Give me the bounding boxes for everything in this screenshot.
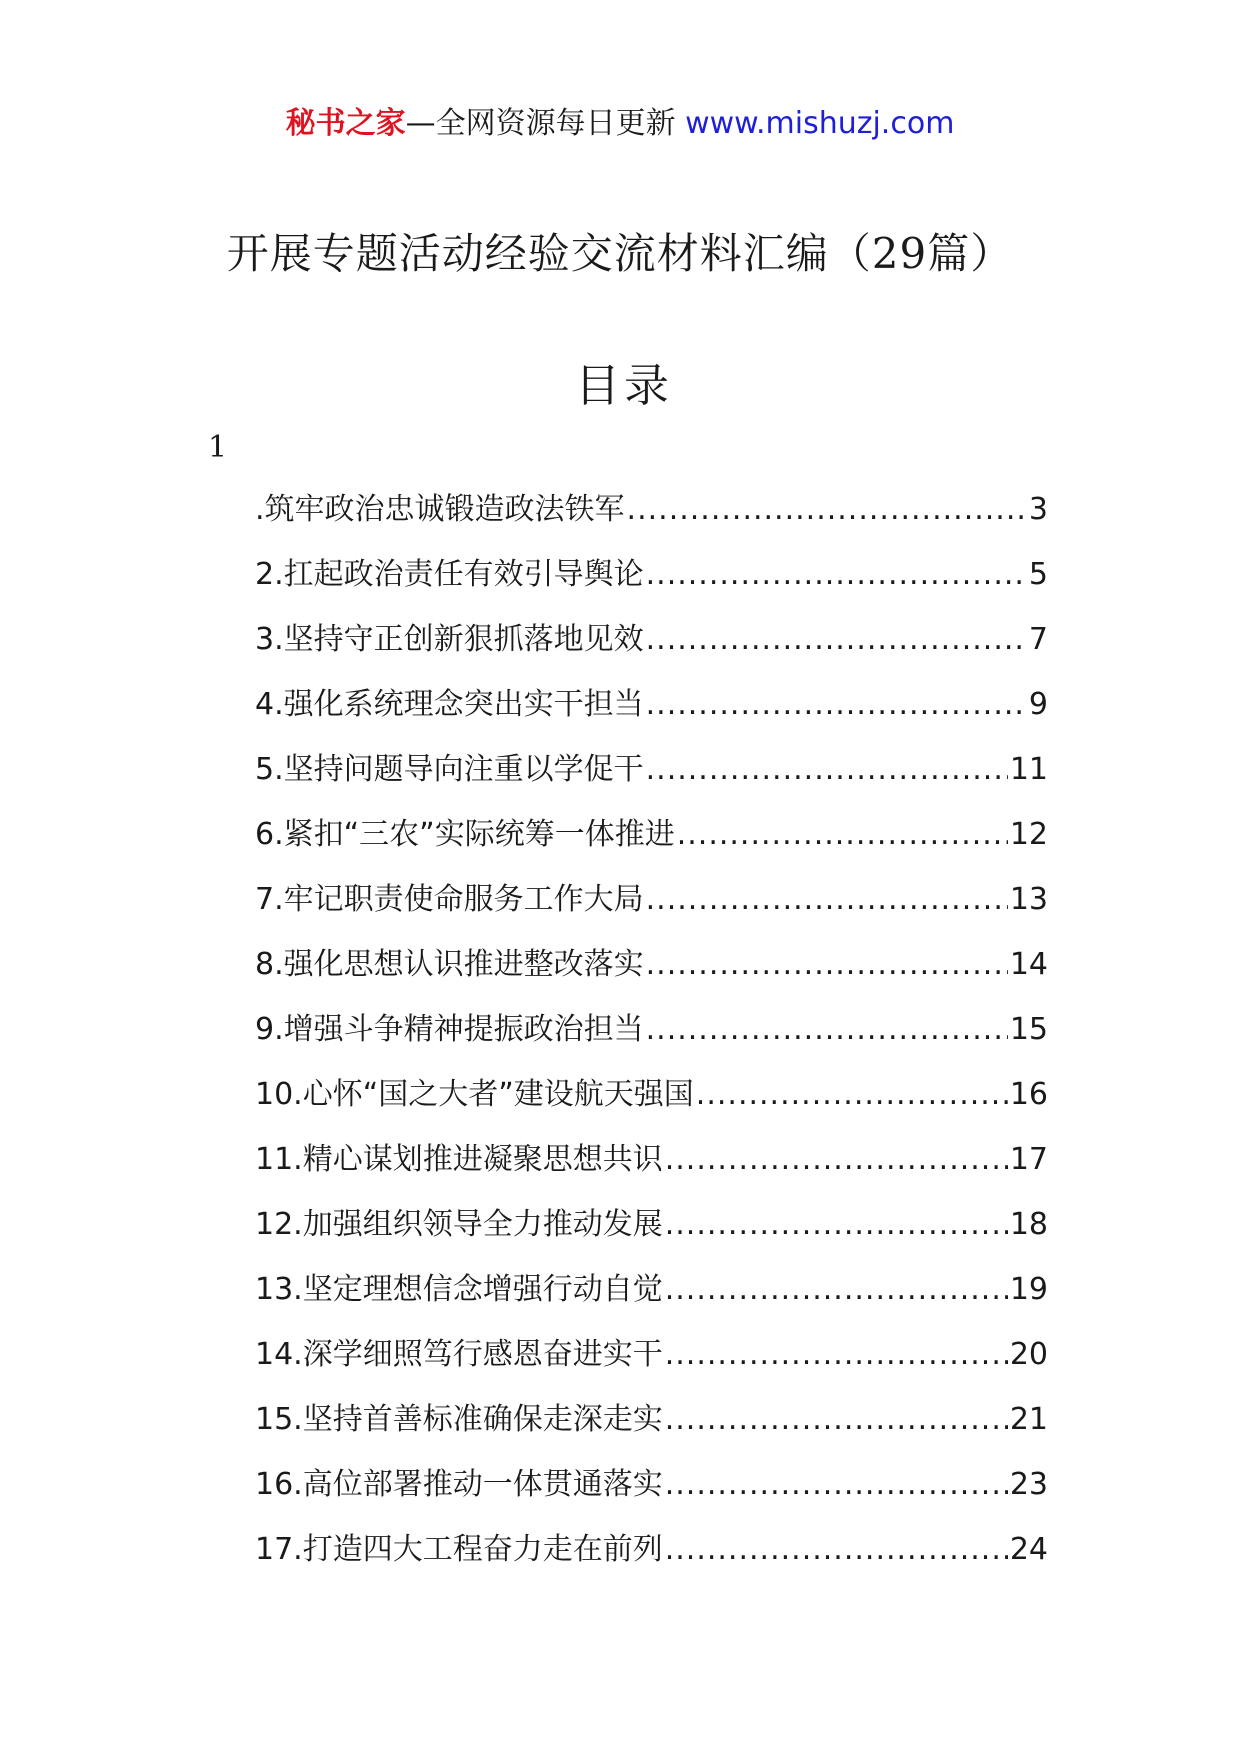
toc-entry-leader <box>665 1335 1008 1375</box>
toc-entry-leader <box>665 1270 1008 1310</box>
toc-entry[interactable] <box>255 555 1048 620</box>
toc-entry-page: 3 <box>1028 492 1048 527</box>
toc-entry-page: 14 <box>1009 947 1048 982</box>
toc-entry-leader <box>646 945 1008 985</box>
toc-entry-label: 8.强化思想认识推进整改落实 <box>255 947 644 982</box>
toc-entry[interactable] <box>255 1530 1048 1595</box>
toc-entry[interactable] <box>255 1465 1048 1530</box>
toc-entry-leader <box>646 880 1008 920</box>
toc-entry[interactable] <box>255 490 1048 555</box>
toc-entry-leader <box>646 555 1027 595</box>
toc-entry-page: 20 <box>1009 1337 1048 1372</box>
stray-number: 1 <box>208 430 228 465</box>
toc-entry-page: 24 <box>1009 1532 1048 1567</box>
toc-entry[interactable] <box>255 1270 1048 1335</box>
toc-entry-label: 2.扛起政治责任有效引导舆论 <box>255 557 644 592</box>
toc-entry-label: 13.坚定理想信念增强行动自觉 <box>255 1272 663 1307</box>
toc-entry-leader <box>646 620 1027 660</box>
toc-entry[interactable] <box>255 620 1048 685</box>
document-title-count: 29 <box>871 229 928 278</box>
toc-entry-label: 16.高位部署推动一体贯通落实 <box>255 1467 663 1502</box>
toc-entry-page: 16 <box>1009 1077 1048 1112</box>
site-slogan: —全网资源每日更新 <box>405 106 676 141</box>
toc-entry-page: 11 <box>1009 752 1048 787</box>
toc-entry-page: 17 <box>1009 1142 1048 1177</box>
toc-heading: 目录 <box>574 359 673 412</box>
site-url-link[interactable]: www.mishuzj.com <box>675 106 955 141</box>
toc-entry[interactable] <box>255 1400 1048 1465</box>
toc-entry-page: 13 <box>1009 882 1048 917</box>
toc-entry-label: 7.牢记职责使命服务工作大局 <box>255 882 644 917</box>
toc-entry[interactable] <box>255 815 1048 880</box>
toc-entry-label: 9.增强斗争精神提振政治担当 <box>255 1012 644 1047</box>
toc-entry-label: 3.坚持守正创新狠抓落地见效 <box>255 622 644 657</box>
toc-entry[interactable] <box>255 880 1048 945</box>
toc-entry[interactable] <box>255 750 1048 815</box>
toc-entry-leader <box>646 1010 1008 1050</box>
toc-entry-leader <box>627 490 1027 530</box>
toc-entry-label: 15.坚持首善标准确保走深走实 <box>255 1402 663 1437</box>
toc-entry-leader <box>696 1075 1008 1115</box>
site-brand: 秘书之家 <box>285 106 406 141</box>
toc-entry-label: 12.加强组织领导全力推动发展 <box>255 1207 663 1242</box>
toc-entry-label: .筑牢政治忠诚锻造政法铁军 <box>255 492 625 527</box>
site-header <box>0 98 1240 150</box>
toc-entry-leader <box>665 1400 1008 1440</box>
toc-entry[interactable] <box>255 1205 1048 1270</box>
toc-entry-label: 14.深学细照笃行感恩奋进实干 <box>255 1337 663 1372</box>
toc-entry-page: 21 <box>1009 1402 1048 1437</box>
toc-entry[interactable] <box>255 1335 1048 1400</box>
toc-entry-leader <box>665 1465 1008 1505</box>
toc-entry[interactable] <box>255 685 1048 750</box>
toc-entry-page: 9 <box>1028 687 1048 722</box>
toc-entry-label: 10.心怀“国之大者”建设航天强国 <box>255 1077 694 1112</box>
toc-entry[interactable] <box>255 1140 1048 1205</box>
toc-entry-label: 4.强化系统理念突出实干担当 <box>255 687 644 722</box>
toc-entry-label: 6.紧扣“三农”实际统筹一体推进 <box>255 817 675 852</box>
toc-entry-label: 17.打造四大工程奋力走在前列 <box>255 1532 663 1567</box>
toc-entry-leader <box>646 750 1008 790</box>
toc-entry-page: 15 <box>1009 1012 1048 1047</box>
toc-entry[interactable] <box>255 945 1048 1010</box>
toc-entry-page: 23 <box>1009 1467 1048 1502</box>
toc-entry-page: 7 <box>1028 622 1048 657</box>
toc-entry-label: 11.精心谋划推进凝聚思想共识 <box>255 1142 663 1177</box>
document-title-end: 篇） <box>927 229 1014 278</box>
toc-entry[interactable] <box>255 1010 1048 1075</box>
toc-entry-leader <box>665 1530 1008 1570</box>
toc-entry-leader <box>665 1205 1008 1245</box>
toc-entry-leader <box>677 815 1008 855</box>
toc-entry-label: 5.坚持问题导向注重以学促干 <box>255 752 644 787</box>
toc-entry-leader <box>646 685 1027 725</box>
toc-entry-page: 18 <box>1009 1207 1048 1242</box>
toc-entry[interactable] <box>255 1075 1048 1140</box>
document-title <box>0 222 1240 286</box>
document-title-main: 开展专题活动经验交流材料汇编（ <box>226 229 872 278</box>
toc-entry-leader <box>665 1140 1008 1180</box>
toc-entry-page: 12 <box>1009 817 1048 852</box>
table-of-contents <box>255 490 1048 1595</box>
toc-entry-page: 5 <box>1028 557 1048 592</box>
toc-entry-page: 19 <box>1009 1272 1048 1307</box>
